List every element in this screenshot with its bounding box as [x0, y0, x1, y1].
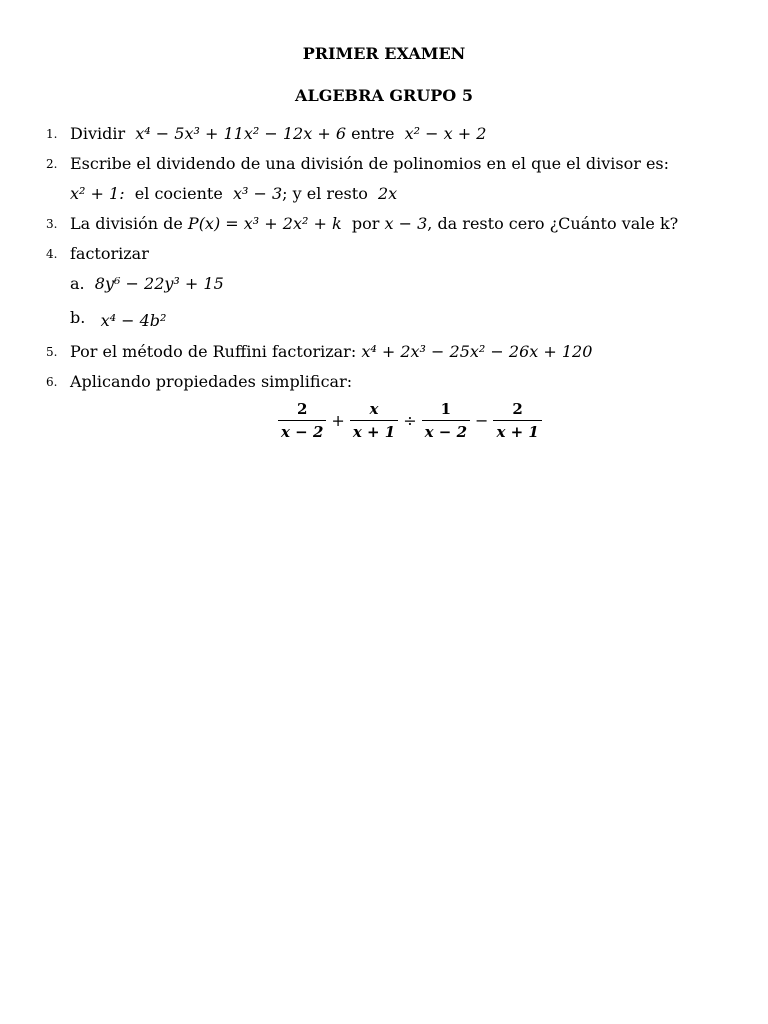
math-divisor: x − 3 — [384, 214, 428, 233]
math-polynomial: P(x) = x³ + 2x² + k — [187, 214, 342, 233]
fraction-bar — [278, 420, 326, 421]
fraction-bar — [422, 420, 470, 421]
subquestion-label: a. — [70, 274, 85, 293]
question-text: ; y el resto — [282, 184, 368, 203]
math-dividend: x⁴ − 5x³ + 11x² − 12x + 6 — [135, 124, 347, 143]
fraction-bar — [493, 420, 541, 421]
math-polynomial: 8y⁶ − 22y³ + 15 — [94, 274, 224, 293]
subquestion-label: b. — [70, 308, 86, 327]
numerator: 1 — [440, 399, 452, 418]
page-subtitle: ALGEBRA GRUPO 5 — [295, 86, 473, 105]
question-text: por — [351, 214, 380, 233]
fraction — [422, 400, 470, 441]
numerator: 2 — [296, 399, 308, 418]
fraction-expression — [276, 398, 544, 442]
math-divisor: x² − x + 2 — [404, 124, 487, 143]
question-number: 6. — [46, 375, 58, 389]
question-text-connector: entre — [351, 124, 395, 143]
question-text: factorizar — [70, 244, 149, 263]
minus-operator: − — [475, 410, 489, 430]
question-text: Por el método de Ruffini factorizar: — [70, 342, 357, 361]
math-quotient: x³ − 3 — [232, 184, 283, 203]
question-text: Aplicando propiedades simplificar: — [70, 372, 353, 391]
math-divisor: x² + 1: — [70, 184, 125, 203]
question-text: La división de — [70, 214, 183, 233]
denominator: x − 2 — [281, 422, 324, 441]
numerator: 2 — [512, 399, 523, 418]
page-title: PRIMER EXAMEN — [302, 44, 466, 63]
question-number: 2. — [46, 157, 58, 171]
math-polynomial: x⁴ − 4b² — [100, 311, 167, 330]
plus-operator: + — [331, 410, 345, 430]
question-number: 4. — [46, 247, 58, 261]
question-text: Dividir — [70, 124, 126, 143]
question-text: Escribe el dividendo de una división de polinomios en el que el divisor es: — [70, 154, 670, 173]
question-number: 3. — [46, 217, 58, 231]
fraction-bar — [350, 420, 398, 421]
question-text: , da resto cero ¿Cuánto vale k? — [427, 214, 679, 233]
denominator: x − 2 — [424, 422, 468, 441]
math-polynomial: x⁴ + 2x³ − 25x² − 26x + 120 — [361, 342, 593, 361]
question-text: el cociente — [134, 184, 223, 203]
fraction — [278, 400, 326, 441]
division-operator: ÷ — [403, 410, 417, 430]
numerator: x — [369, 399, 379, 418]
question-number: 5. — [46, 345, 58, 359]
denominator: x + 1 — [496, 422, 539, 441]
denominator: x + 1 — [352, 422, 396, 441]
fraction — [493, 400, 541, 441]
math-remainder: 2x — [378, 184, 398, 203]
fraction — [350, 400, 398, 441]
question-number: 1. — [46, 127, 58, 141]
